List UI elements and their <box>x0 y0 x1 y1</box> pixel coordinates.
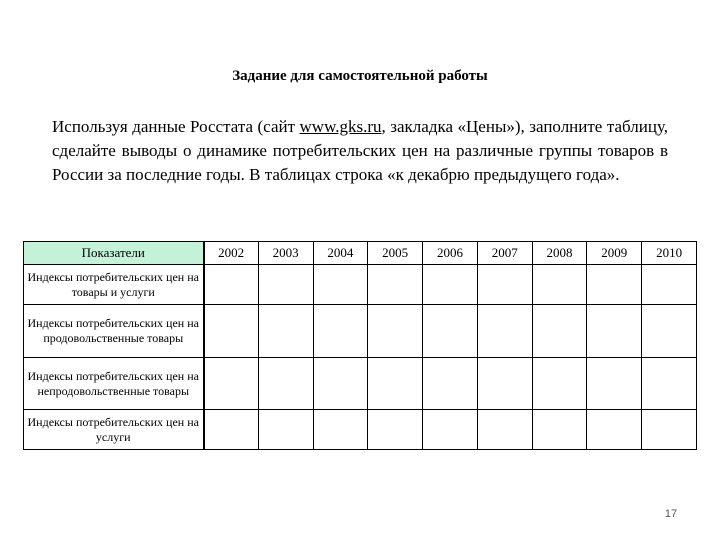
table-cell[interactable] <box>532 265 587 305</box>
row-label: Индексы потребительских цен на продовольственные товары <box>24 305 204 358</box>
header-year: 2006 <box>423 242 478 265</box>
table-cell[interactable] <box>258 265 313 305</box>
table-row <box>24 410 697 450</box>
table-cell[interactable] <box>368 305 423 358</box>
task-text-after-link: , закладка «Цены»), заполните таблицу, сделайте выводы о динамике потребительских цен на различные группы товаров в России за последние годы. В таблицах строка «к декабрю предыдущего года». <box>52 117 668 184</box>
table-cell[interactable] <box>368 358 423 410</box>
table-cell[interactable] <box>587 410 642 450</box>
table-cell[interactable] <box>204 358 259 410</box>
table-cell[interactable] <box>642 410 697 450</box>
header-year: 2004 <box>313 242 368 265</box>
table-cell[interactable] <box>423 265 478 305</box>
table-cell[interactable] <box>587 358 642 410</box>
table-cell[interactable] <box>642 265 697 305</box>
table-cell[interactable] <box>642 358 697 410</box>
table-cell[interactable] <box>587 265 642 305</box>
table-cell[interactable] <box>532 410 587 450</box>
table-cell[interactable] <box>423 305 478 358</box>
header-year: 2008 <box>532 242 587 265</box>
table-cell[interactable] <box>313 358 368 410</box>
table-cell[interactable] <box>368 265 423 305</box>
row-label: Индексы потребительских цен на непродовольственные товары <box>24 358 204 410</box>
table-row <box>24 265 697 305</box>
row-label: Индексы потребительских цен на товары и услуги <box>24 265 204 305</box>
table-cell[interactable] <box>258 358 313 410</box>
table-row <box>24 358 697 410</box>
table-cell[interactable] <box>477 410 532 450</box>
row-label: Индексы потребительских цен на услуги <box>24 410 204 450</box>
page-title: Задание для самостоятельной работы <box>232 68 488 84</box>
table-cell[interactable] <box>477 358 532 410</box>
header-year: 2007 <box>477 242 532 265</box>
table-header-row <box>24 242 697 265</box>
header-year: 2010 <box>642 242 697 265</box>
header-year: 2003 <box>258 242 313 265</box>
table-cell[interactable] <box>423 358 478 410</box>
table-cell[interactable] <box>258 410 313 450</box>
table-cell[interactable] <box>368 410 423 450</box>
table-cell[interactable] <box>313 305 368 358</box>
header-year: 2002 <box>204 242 259 265</box>
task-paragraph <box>52 115 668 187</box>
header-year: 2005 <box>368 242 423 265</box>
table-cell[interactable] <box>313 410 368 450</box>
task-text-before-link: Используя данные Росстата (сайт <box>52 117 300 136</box>
table-cell[interactable] <box>587 305 642 358</box>
table-cell[interactable] <box>258 305 313 358</box>
table-cell[interactable] <box>204 410 259 450</box>
price-index-table <box>23 241 697 450</box>
table-row <box>24 305 697 358</box>
table-cell[interactable] <box>642 305 697 358</box>
table-cell[interactable] <box>532 305 587 358</box>
table-cell[interactable] <box>423 410 478 450</box>
table-cell[interactable] <box>532 358 587 410</box>
gks-link[interactable]: www.gks.ru <box>299 117 382 136</box>
table-cell[interactable] <box>477 265 532 305</box>
table-cell[interactable] <box>204 305 259 358</box>
table-cell[interactable] <box>313 265 368 305</box>
header-indicators: Показатели <box>24 242 204 265</box>
page-number: 17 <box>664 508 678 520</box>
header-year: 2009 <box>587 242 642 265</box>
table-cell[interactable] <box>204 265 259 305</box>
table-cell[interactable] <box>477 305 532 358</box>
